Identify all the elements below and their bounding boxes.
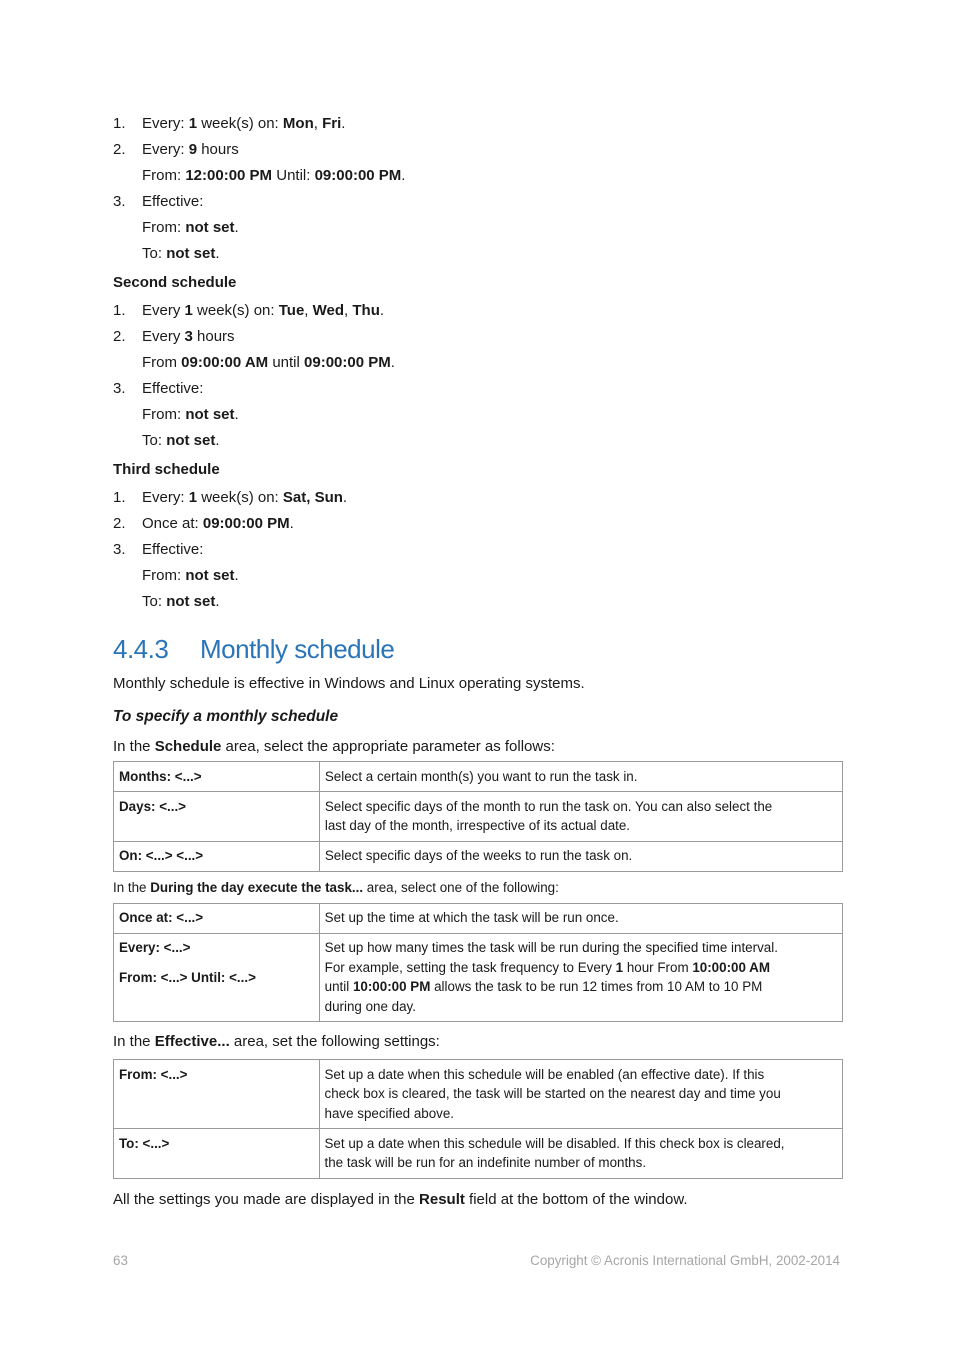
bold-text: 09:00:00 PM <box>304 354 391 371</box>
list-item-continuation <box>113 163 843 189</box>
list-number: 2. <box>113 141 126 158</box>
parameter-label: Once at: <...> <box>119 910 204 925</box>
description-line <box>325 997 837 1017</box>
bold-text: 1 <box>615 959 624 975</box>
text: In the <box>113 1033 155 1050</box>
bold-text: Result <box>419 1190 465 1208</box>
description-line <box>325 908 837 928</box>
bold-text: 1 <box>188 115 198 132</box>
section-heading <box>113 627 843 671</box>
parameter-label: Months: <...> <box>119 768 202 784</box>
text: hours <box>197 141 239 158</box>
text: From: <box>142 219 186 236</box>
text: Every <box>142 328 185 345</box>
description-line <box>325 767 837 787</box>
description-line <box>325 846 837 866</box>
description-line <box>325 1084 838 1104</box>
list-item-continuation <box>113 402 843 428</box>
bold-text: 1 <box>188 489 198 506</box>
second-schedule-heading: Second schedule <box>113 274 237 291</box>
text: From: <box>142 167 186 184</box>
text: Effective: <box>142 193 204 210</box>
bold-text: 1 <box>184 302 193 319</box>
text: For example, setting the task frequency to Every <box>324 959 616 975</box>
text: area, select one of the following: <box>363 879 559 895</box>
bold-text: 09:00:00 PM <box>314 167 402 184</box>
procedure-title: To specify a monthly schedule <box>113 708 339 725</box>
table-row <box>114 762 843 792</box>
text: From: <box>142 406 186 423</box>
parameter-description <box>319 933 842 1022</box>
text: Until: <box>272 167 315 184</box>
parameter-label: Every: <...> <box>119 940 191 955</box>
parameter-label: Days: <...> <box>119 798 186 814</box>
parameter-name <box>114 903 320 933</box>
list-item-continuation <box>113 215 843 241</box>
parameter-label: From: <...> Until: <...> <box>119 969 256 985</box>
bold-text: not set <box>185 219 235 236</box>
first-schedule-list <box>113 111 843 267</box>
description-line <box>325 977 837 997</box>
list-item <box>113 324 843 350</box>
parameter-label: To: <...> <box>119 1135 170 1151</box>
list-item <box>113 298 843 324</box>
text: Every: <box>142 489 189 506</box>
list-item-continuation <box>113 563 843 589</box>
parameter-name <box>114 933 320 1022</box>
text: check box is cleared, the task will be started on the nearest day and time you <box>324 1086 781 1101</box>
list-number: 1. <box>113 489 126 506</box>
text: . <box>379 302 385 319</box>
bold-text: Thu <box>352 302 380 319</box>
list-item <box>113 111 843 137</box>
page-content <box>113 0 843 1215</box>
bold-text: Schedule <box>154 738 222 755</box>
bold-text: 09:00:00 AM <box>181 354 269 371</box>
parameter-name <box>114 841 320 871</box>
description-line <box>325 1065 838 1085</box>
page-number: 63 <box>113 1253 128 1268</box>
text: To: <box>142 245 167 262</box>
text: until <box>268 354 305 371</box>
bold-text: not set <box>166 593 216 610</box>
parameter-description <box>319 1060 843 1129</box>
text: area, select the appropriate parameter as follows: <box>221 738 555 755</box>
text: In the <box>113 879 151 895</box>
bold-text: 9 <box>188 141 198 158</box>
text: In the <box>113 738 155 755</box>
parameter-description <box>319 792 842 842</box>
third-schedule-heading: Third schedule <box>113 461 220 478</box>
list-number: 3. <box>113 193 126 210</box>
bold-text: 10:00:00 PM <box>352 979 431 994</box>
text: . <box>215 593 220 610</box>
text: , <box>313 115 323 132</box>
list-number: 2. <box>113 515 126 532</box>
list-item <box>113 511 843 537</box>
text: week(s) on: <box>197 489 283 506</box>
list-number: 3. <box>113 541 126 558</box>
text: From <box>142 354 182 371</box>
list-item-continuation <box>113 428 843 454</box>
description-line <box>325 1153 838 1173</box>
bold-text: 09:00:00 PM <box>202 515 290 532</box>
parameter-description <box>319 762 842 792</box>
list-item-continuation <box>113 241 843 267</box>
text: . <box>401 167 406 184</box>
list-number: 3. <box>113 380 126 397</box>
page-footer <box>113 1250 843 1272</box>
text: until <box>324 979 353 994</box>
description-line <box>325 938 837 958</box>
text: Set up how many times the task will be run during the specified time interval. <box>324 940 778 955</box>
text: . <box>234 567 239 584</box>
during-day-paragraph <box>113 872 843 903</box>
text: , <box>344 302 353 319</box>
result-paragraph <box>113 1179 843 1215</box>
text: Select a certain month(s) you want to run the task in. <box>324 768 638 784</box>
parameter-label: On: <...> <...> <box>119 848 204 863</box>
text: Every: <box>142 141 189 158</box>
text: Select specific days of the weeks to run the task on. <box>324 848 633 863</box>
text: Once at: <box>142 515 203 532</box>
description-line <box>325 1134 838 1154</box>
table-row <box>114 1129 843 1179</box>
during-day-table <box>113 903 843 1023</box>
bold-text: not set <box>185 406 235 423</box>
bold-text: 3 <box>184 328 193 345</box>
schedule-area-paragraph <box>113 733 843 761</box>
section-number: 4.4.3 <box>113 634 169 664</box>
parameter-name <box>114 1129 320 1179</box>
text: . <box>341 115 346 132</box>
description-line <box>325 797 837 817</box>
text: , <box>304 302 313 319</box>
effective-settings-table <box>113 1059 843 1179</box>
text: . <box>234 406 239 423</box>
section-title: Monthly schedule <box>200 634 395 664</box>
bold-text: Mon <box>282 115 314 132</box>
text: hour From <box>623 959 693 975</box>
table-row <box>114 903 843 933</box>
description-line <box>325 816 837 836</box>
text: All the settings you made are displayed in the <box>113 1190 420 1208</box>
schedule-parameters-table <box>113 761 843 872</box>
bold-text: Tue <box>278 302 305 319</box>
text: . <box>215 245 220 262</box>
text: Effective: <box>142 541 204 558</box>
text: Every: <box>142 115 189 132</box>
bold-text: not set <box>166 245 216 262</box>
bold-text: 12:00:00 PM <box>185 167 273 184</box>
effective-area-paragraph <box>113 1022 843 1059</box>
second-schedule-list <box>113 298 843 454</box>
description-line <box>325 1104 838 1124</box>
parameter-label: From: <...> <box>119 1066 188 1082</box>
parameter-name <box>114 792 320 842</box>
parameter-description <box>319 1129 843 1179</box>
table-row <box>114 841 843 871</box>
list-number: 1. <box>113 115 126 132</box>
list-item <box>113 376 843 402</box>
text: hours <box>192 328 235 345</box>
text: To: <box>142 432 167 449</box>
text: the task will be run for an indefinite number of months. <box>324 1155 647 1170</box>
bold-text: Wed <box>312 302 345 319</box>
text: last day of the month, irrespective of its actual date. <box>324 818 631 833</box>
list-item-continuation <box>113 589 843 615</box>
text: . <box>234 219 239 236</box>
bold-text: Effective... <box>154 1033 230 1050</box>
text: week(s) on: <box>197 115 283 132</box>
text: . <box>390 354 395 371</box>
list-item <box>113 485 843 511</box>
text: Every <box>142 302 185 319</box>
text: . <box>215 432 220 449</box>
text: To: <box>142 593 167 610</box>
text: field at the bottom of the window. <box>464 1190 688 1208</box>
text: Set up a date when this schedule will be enabled (an effective date). If this <box>324 1066 765 1082</box>
text: area, set the following settings: <box>229 1033 440 1050</box>
table-row <box>114 1060 843 1129</box>
text: Set up a date when this schedule will be disabled. If this check box is cleared, <box>324 1135 785 1151</box>
parameter-description <box>319 903 842 933</box>
text: during one day. <box>324 998 416 1014</box>
text: Effective: <box>142 380 204 397</box>
parameter-description <box>319 841 842 871</box>
text: week(s) on: <box>192 302 279 319</box>
list-item <box>113 137 843 163</box>
text: Set up the time at which the task will be run once. <box>324 910 619 925</box>
text: allows the task to be run 12 times from 10 AM to 10 PM <box>430 979 763 994</box>
list-number: 1. <box>113 302 126 319</box>
list-item <box>113 189 843 215</box>
list-number: 2. <box>113 328 126 345</box>
table-row <box>114 792 843 842</box>
bold-text: not set <box>166 432 216 449</box>
list-item <box>113 537 843 563</box>
intro-paragraph: Monthly schedule is effective in Windows and Linux operating systems. <box>113 675 585 692</box>
list-item-continuation <box>113 350 843 376</box>
text: have specified above. <box>324 1105 455 1121</box>
parameter-name <box>114 1060 320 1129</box>
text: . <box>289 515 294 532</box>
text: Select specific days of the month to run the task on. You can also select the <box>324 798 773 814</box>
bold-text: not set <box>185 567 235 584</box>
bold-text: Fri <box>322 115 342 132</box>
third-schedule-list <box>113 485 843 615</box>
bold-text: During the day execute the task... <box>150 879 364 895</box>
table-row <box>114 933 843 1022</box>
bold-text: Sat, Sun <box>282 489 343 506</box>
description-line <box>325 958 837 978</box>
text: From: <box>142 567 186 584</box>
copyright-notice: Copyright © Acronis International GmbH, 2002-2014 <box>530 1253 840 1268</box>
parameter-name <box>114 762 320 792</box>
text: . <box>342 489 348 506</box>
bold-text: 10:00:00 AM <box>692 959 770 975</box>
